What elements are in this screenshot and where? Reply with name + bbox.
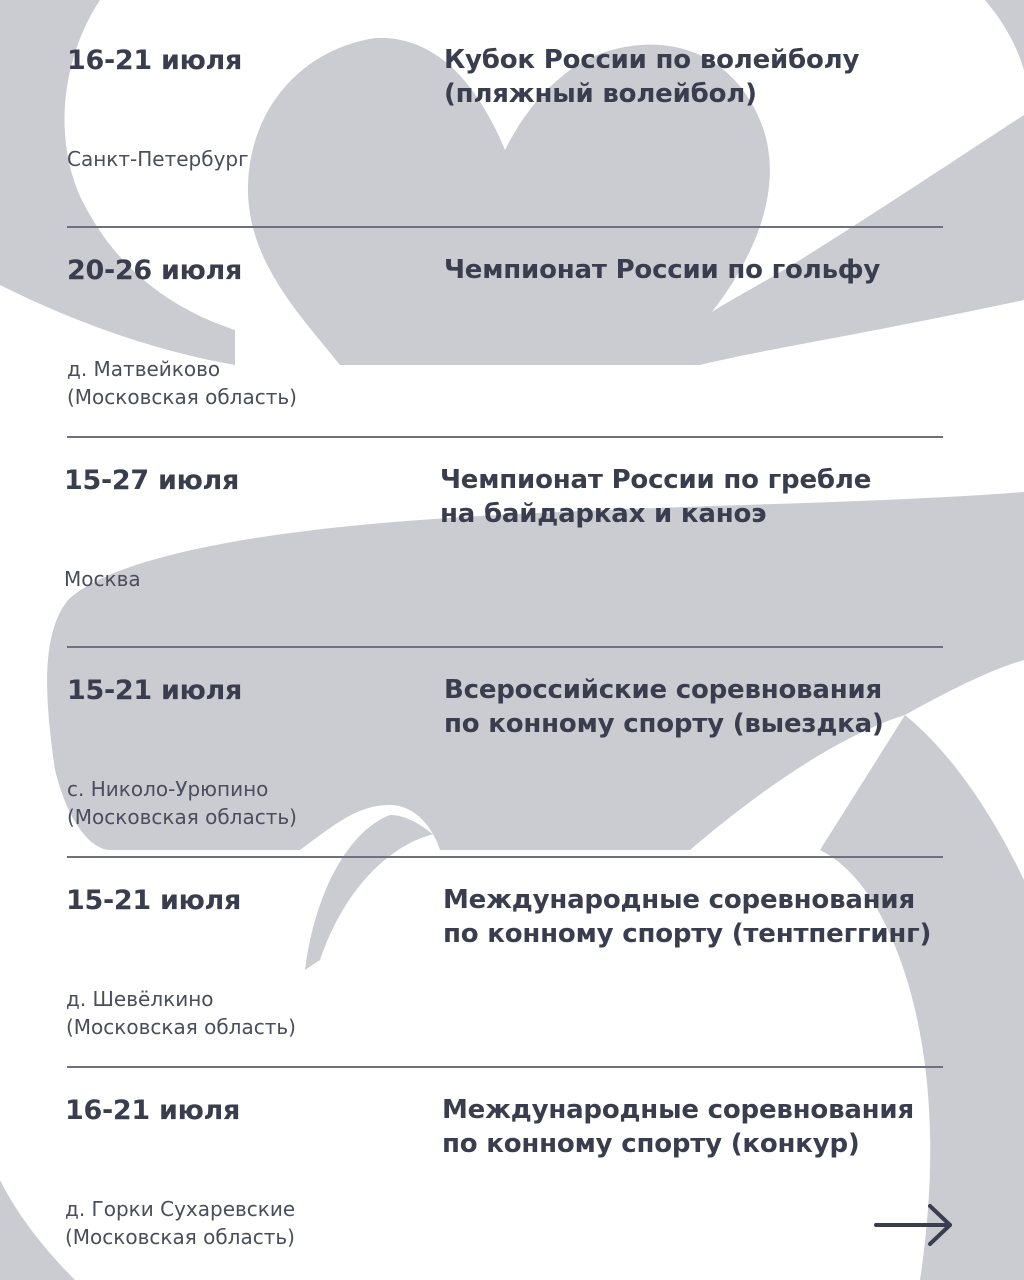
event-date: 20-26 июля (67, 255, 243, 286)
event-item (0, 1055, 1024, 1265)
event-location: д. Горки Сухаревские (Московская область) (65, 1197, 296, 1249)
event-item (0, 845, 1024, 1055)
event-item (0, 635, 1024, 845)
event-location: Санкт-Петербург (67, 147, 249, 171)
event-date: 16-21 июля (67, 45, 243, 76)
event-date: 15-21 июля (67, 675, 243, 706)
event-location: с. Николо-Урюпино (Московская область) (67, 777, 297, 829)
event-title: Международные соревнования по конному спорту (тентпеггинг) (443, 885, 932, 949)
event-item (0, 425, 1024, 635)
event-title: Международные соревнования по конному спорту (конкур) (442, 1095, 914, 1159)
event-date: 15-27 июля (64, 465, 240, 496)
event-location: д. Матвейково (Московская область) (67, 357, 297, 409)
event-title: Кубок России по волейболу (пляжный волейбол) (444, 45, 860, 109)
event-date: 16-21 июля (65, 1095, 241, 1126)
arrow-right-icon[interactable] (872, 1200, 956, 1250)
event-title: Чемпионат России по гребле на байдарках и каноэ (440, 465, 872, 529)
event-item (0, 5, 1024, 215)
event-date: 15-21 июля (66, 885, 242, 916)
event-location: д. Шевёлкино (Московская область) (66, 987, 296, 1039)
event-location: Москва (64, 567, 141, 591)
event-title: Всероссийские соревнования по конному спорту (выездка) (444, 675, 884, 739)
event-title: Чемпионат России по гольфу (444, 255, 881, 285)
event-item (0, 215, 1024, 425)
